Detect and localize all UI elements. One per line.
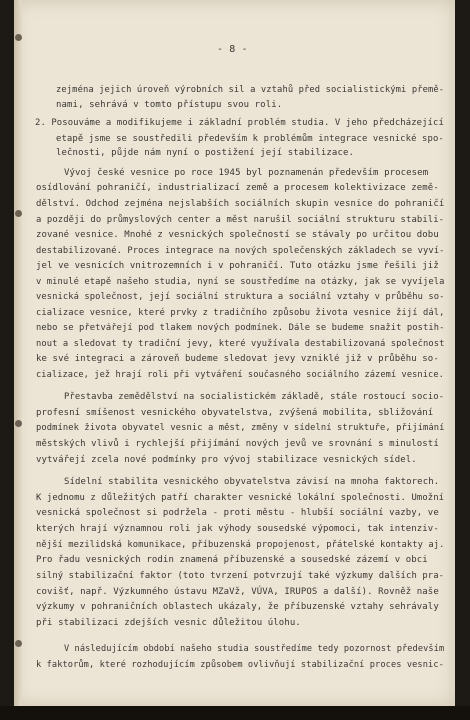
text-line: Sídelní stabilita vesnického obyvatelstva závisí na mnoha faktorech.	[64, 477, 440, 487]
text-line: covišť, např. Výzkumného ústavu MZaVž, VÚVA, IRUPOS a další). Rovněž naše	[36, 587, 439, 597]
text-line: při stabilizaci zdejších vesnic důležitou úlohu.	[36, 618, 301, 628]
binding-hole	[15, 640, 22, 647]
text-line: V následujícím období našeho studia soustředíme tedy pozornost především	[64, 644, 445, 654]
binding-hole	[15, 210, 22, 217]
text-line: profesní smíšenost vesnického obyvatelstva, zvýšená mobilita, sbližování	[36, 408, 434, 418]
text-line: osídlování pohraničí, industrializací země a procesem kolektivizace země-	[36, 183, 439, 193]
page-binding	[14, 0, 22, 706]
text-line: vesnická společnost si podržela - proti městu - hlubší sociální vazby, ve	[36, 508, 439, 518]
text-line: Pro řadu vesnických rodin znamená příbuzenské a sousedské zázemí v obci	[36, 555, 428, 565]
text-line: zované vesnice. Mnohé z vesnických společností se stávaly po určitou dobu	[36, 230, 439, 240]
text-line: Přestavba zemědělství na socialistickém základě, stále rostoucí socio-	[64, 392, 445, 402]
text-line: 2. Posouváme a modifikujeme i základní problém studia. V jeho předcházející	[35, 118, 444, 128]
binding-hole	[15, 34, 22, 41]
text-line: městských vlivů i rychlejší přijímání nových jevů ve srovnání s minulostí	[36, 439, 439, 449]
text-line: zejména jejich úroveň výrobních sil a vztahů před socialistickými přemě-	[56, 85, 445, 95]
text-line: výzkumy v pohraničních oblastech ukázaly, že příbuzenské vztahy sehrávaly	[36, 602, 439, 612]
text-line: K jednomu z důležitých patří charakter vesnické lokální společnosti. Umožní	[36, 493, 445, 503]
text-line: ke své integraci a zároveň budeme sledovat jevy vzniklé již v průběhu so-	[36, 354, 439, 364]
text-line: destabilizované. Proces integrace na nových společenských základech se vyví-	[36, 246, 445, 256]
text-line: kterých hrají významnou roli jak výhody sousedské výpomoci, tak intenziv-	[36, 524, 439, 534]
text-line: nout a sledovat ty tradiční jevy, které využívala destabilizovaná společnost	[36, 339, 445, 349]
text-line: lečnosti, půjde nám nyní o postižení její stabilizace.	[56, 148, 354, 158]
text-line: etapě jsme se soustředili především k problémům integrace vesnické spo-	[56, 134, 444, 144]
text-line: podmínek života obyvatel vesnic a měst, změny v sídelní struktuře, přijímání	[36, 423, 445, 433]
page-number: - 8 -	[217, 44, 248, 55]
binding-hole	[15, 420, 22, 427]
text-line: vytvářejí zcela nové podmínky pro vývoj stabilizace vesnických sídel.	[36, 455, 417, 465]
text-line: k faktorům, které rozhodujícím způsobem ovlivňují stabilizační proces vesnic-	[36, 660, 444, 670]
text-line: cializace vesnice, které prvky z tradičního způsobu života vesnice žijí dál,	[36, 308, 445, 318]
scan-background-edge	[0, 706, 470, 720]
text-line: silný stabilizační faktor (toto tvrzení potvrzují také výzkumy dalších pra-	[36, 571, 445, 581]
text-line: jel ve vesnicích vnitrozemních i v pohraničí. Tuto otázku jsme řešili již	[36, 261, 439, 271]
text-line: vesnická společnost, její sociální struktura a sociální vztahy v průběhu so-	[36, 292, 445, 302]
text-line: a později do průmyslových center a měst narušil sociální strukturu stabili-	[36, 215, 445, 225]
text-line: Vývoj české vesnice po roce 1945 byl poznamenán především procesem	[64, 168, 429, 178]
text-line: dělství. Odchod zejména nejslabších sociálních skupin vesnice do pohraničí	[36, 199, 445, 209]
text-line: nější mezilidská komunikace, příbuzenská propojenost, přátelské kontakty aj.	[36, 540, 445, 550]
text-line: v minulé etapě našeho studia, nyní se soustředíme na otázky, jak se vyvíjela	[36, 277, 445, 287]
text-line: cializace, jež hrají roli při vytváření současného sociálního zázemí vesnice.	[36, 370, 444, 380]
text-line: nebo se přetvářejí pod tlakem nových podmínek. Dále se budeme snažit postih-	[36, 323, 445, 333]
text-line: nami, sehrává v tomto přístupu svou roli.	[56, 100, 283, 110]
